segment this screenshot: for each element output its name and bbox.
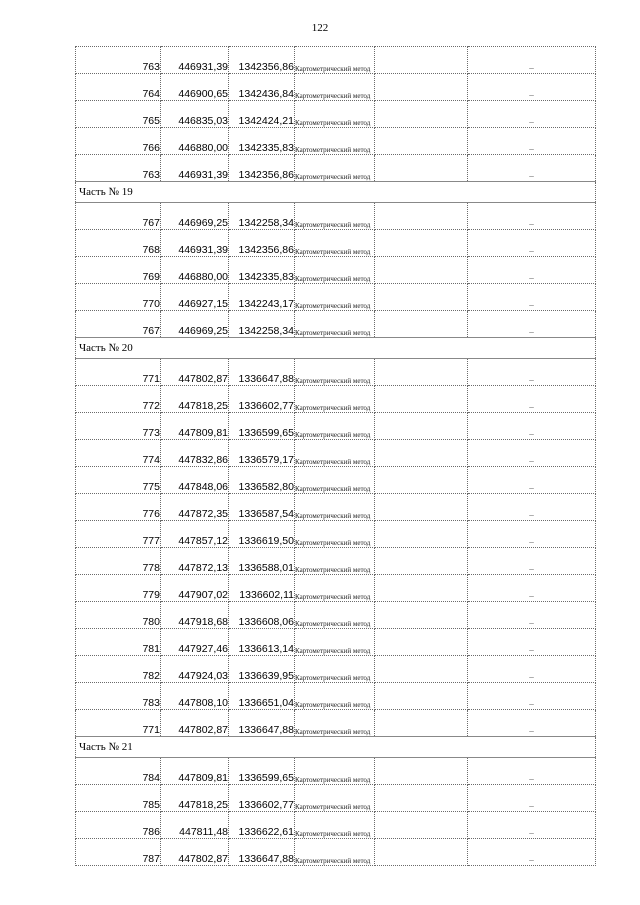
method-cell: Картометрический метод	[295, 758, 375, 785]
empty-cell	[375, 710, 468, 737]
table-row	[76, 101, 596, 128]
empty-cell	[375, 839, 468, 866]
empty-cell	[375, 101, 468, 128]
table-row	[76, 386, 596, 413]
description-cell: –	[468, 548, 596, 575]
coordinate-x: 447809,81	[161, 758, 229, 785]
method-cell: Картометрический метод	[295, 284, 375, 311]
coordinate-x: 446969,25	[161, 311, 229, 338]
method-cell: Картометрический метод	[295, 155, 375, 182]
table-row	[76, 440, 596, 467]
empty-cell	[375, 467, 468, 494]
coordinate-x: 447811,48	[161, 812, 229, 839]
coordinate-y: 1336619,50	[229, 521, 295, 548]
description-cell: –	[468, 758, 596, 785]
section-title: Часть № 21	[76, 737, 596, 758]
table-row	[76, 494, 596, 521]
coordinate-y: 1342356,86	[229, 155, 295, 182]
coordinate-y: 1336651,04	[229, 683, 295, 710]
coordinate-x: 446931,39	[161, 47, 229, 74]
coordinate-x: 446927,15	[161, 284, 229, 311]
description-cell: –	[468, 839, 596, 866]
coordinate-x: 446900,65	[161, 74, 229, 101]
table-row	[76, 575, 596, 602]
coordinates-table-body	[76, 47, 596, 866]
point-number: 778	[76, 548, 161, 575]
point-number: 763	[76, 155, 161, 182]
point-number: 767	[76, 311, 161, 338]
table-row	[76, 812, 596, 839]
method-cell: Картометрический метод	[295, 629, 375, 656]
table-row	[76, 710, 596, 737]
coordinate-x: 447924,03	[161, 656, 229, 683]
empty-cell	[375, 629, 468, 656]
description-cell: –	[468, 101, 596, 128]
point-number: 763	[76, 47, 161, 74]
point-number: 767	[76, 203, 161, 230]
description-cell: –	[468, 47, 596, 74]
coordinate-y: 1342243,17	[229, 284, 295, 311]
table-row	[76, 521, 596, 548]
table-row	[76, 629, 596, 656]
section-title: Часть № 19	[76, 182, 596, 203]
point-number: 768	[76, 230, 161, 257]
point-number: 764	[76, 74, 161, 101]
table-row	[76, 47, 596, 74]
point-number: 784	[76, 758, 161, 785]
method-cell: Картометрический метод	[295, 101, 375, 128]
method-cell: Картометрический метод	[295, 74, 375, 101]
coordinate-x: 447809,81	[161, 413, 229, 440]
method-cell: Картометрический метод	[295, 602, 375, 629]
empty-cell	[375, 311, 468, 338]
coordinate-x: 446969,25	[161, 203, 229, 230]
method-cell: Картометрический метод	[295, 521, 375, 548]
description-cell: –	[468, 203, 596, 230]
coordinate-x: 446931,39	[161, 230, 229, 257]
empty-cell	[375, 203, 468, 230]
table-row	[76, 74, 596, 101]
method-cell: Картометрический метод	[295, 467, 375, 494]
coordinate-y: 1342335,83	[229, 257, 295, 284]
table-row	[76, 758, 596, 785]
table-row	[76, 359, 596, 386]
coordinate-y: 1336599,65	[229, 413, 295, 440]
point-number: 787	[76, 839, 161, 866]
coordinate-x: 447918,68	[161, 602, 229, 629]
method-cell: Картометрический метод	[295, 656, 375, 683]
description-cell: –	[468, 74, 596, 101]
coordinates-table	[75, 46, 596, 866]
coordinate-x: 446880,00	[161, 128, 229, 155]
description-cell: –	[468, 284, 596, 311]
coordinate-y: 1336599,65	[229, 758, 295, 785]
coordinate-y: 1342356,86	[229, 47, 295, 74]
coordinate-x: 447832,86	[161, 440, 229, 467]
coordinate-x: 447857,12	[161, 521, 229, 548]
coordinate-y: 1336579,17	[229, 440, 295, 467]
empty-cell	[375, 257, 468, 284]
point-number: 769	[76, 257, 161, 284]
coordinate-x: 447808,10	[161, 683, 229, 710]
method-cell: Картометрический метод	[295, 494, 375, 521]
empty-cell	[375, 602, 468, 629]
method-cell: Картометрический метод	[295, 548, 375, 575]
method-cell: Картометрический метод	[295, 311, 375, 338]
coordinate-y: 1336602,77	[229, 386, 295, 413]
point-number: 774	[76, 440, 161, 467]
page-number: 122	[311, 22, 329, 34]
description-cell: –	[468, 521, 596, 548]
point-number: 780	[76, 602, 161, 629]
coordinate-y: 1336588,01	[229, 548, 295, 575]
table-row	[76, 284, 596, 311]
empty-cell	[375, 758, 468, 785]
coordinate-y: 1336647,88	[229, 839, 295, 866]
description-cell: –	[468, 155, 596, 182]
coordinate-y: 1336647,88	[229, 710, 295, 737]
empty-cell	[375, 575, 468, 602]
coordinate-y: 1336613,14	[229, 629, 295, 656]
method-cell: Картометрический метод	[295, 386, 375, 413]
point-number: 770	[76, 284, 161, 311]
description-cell: –	[468, 128, 596, 155]
point-number: 781	[76, 629, 161, 656]
point-number: 776	[76, 494, 161, 521]
coordinate-x: 447907,02	[161, 575, 229, 602]
description-cell: –	[468, 710, 596, 737]
method-cell: Картометрический метод	[295, 257, 375, 284]
point-number: 772	[76, 386, 161, 413]
coordinate-x: 447872,35	[161, 494, 229, 521]
table-row	[76, 548, 596, 575]
method-cell: Картометрический метод	[295, 230, 375, 257]
description-cell: –	[468, 311, 596, 338]
point-number: 771	[76, 710, 161, 737]
coordinate-y: 1336647,88	[229, 359, 295, 386]
table-row	[76, 230, 596, 257]
coordinate-x: 447848,06	[161, 467, 229, 494]
table-row	[76, 413, 596, 440]
empty-cell	[375, 155, 468, 182]
coordinate-y: 1336622,61	[229, 812, 295, 839]
method-cell: Картометрический метод	[295, 413, 375, 440]
method-cell: Картометрический метод	[295, 440, 375, 467]
method-cell: Картометрический метод	[295, 683, 375, 710]
table-row	[76, 467, 596, 494]
coordinate-x: 446931,39	[161, 155, 229, 182]
method-cell: Картометрический метод	[295, 359, 375, 386]
description-cell: –	[468, 494, 596, 521]
empty-cell	[375, 413, 468, 440]
description-cell: –	[468, 230, 596, 257]
point-number: 766	[76, 128, 161, 155]
coordinate-y: 1336587,54	[229, 494, 295, 521]
point-number: 782	[76, 656, 161, 683]
point-number: 786	[76, 812, 161, 839]
coordinate-x: 447818,25	[161, 785, 229, 812]
empty-cell	[375, 386, 468, 413]
point-number: 773	[76, 413, 161, 440]
method-cell: Картометрический метод	[295, 710, 375, 737]
method-cell: Картометрический метод	[295, 203, 375, 230]
coordinate-y: 1336582,80	[229, 467, 295, 494]
description-cell: –	[468, 656, 596, 683]
coordinate-x: 447802,87	[161, 359, 229, 386]
description-cell: –	[468, 629, 596, 656]
empty-cell	[375, 656, 468, 683]
point-number: 777	[76, 521, 161, 548]
table-row	[76, 203, 596, 230]
method-cell: Картометрический метод	[295, 47, 375, 74]
empty-cell	[375, 494, 468, 521]
empty-cell	[375, 548, 468, 575]
coordinate-x: 447802,87	[161, 710, 229, 737]
description-cell: –	[468, 575, 596, 602]
table-row	[76, 839, 596, 866]
point-number: 783	[76, 683, 161, 710]
coordinate-y: 1336602,77	[229, 785, 295, 812]
coordinate-x: 447872,13	[161, 548, 229, 575]
description-cell: –	[468, 467, 596, 494]
table-row	[76, 155, 596, 182]
empty-cell	[375, 521, 468, 548]
description-cell: –	[468, 359, 596, 386]
table-row	[76, 785, 596, 812]
empty-cell	[375, 440, 468, 467]
table-row	[76, 257, 596, 284]
section-header-row	[76, 737, 596, 758]
point-number: 775	[76, 467, 161, 494]
point-number: 765	[76, 101, 161, 128]
empty-cell	[375, 230, 468, 257]
coordinate-x: 447927,46	[161, 629, 229, 656]
description-cell: –	[468, 413, 596, 440]
empty-cell	[375, 683, 468, 710]
point-number: 771	[76, 359, 161, 386]
point-number: 779	[76, 575, 161, 602]
section-header-row	[76, 182, 596, 203]
coordinate-y: 1342356,86	[229, 230, 295, 257]
method-cell: Картометрический метод	[295, 839, 375, 866]
description-cell: –	[468, 683, 596, 710]
empty-cell	[375, 785, 468, 812]
table-row	[76, 683, 596, 710]
coordinate-x: 446835,03	[161, 101, 229, 128]
section-header-row	[76, 338, 596, 359]
coordinate-x: 447818,25	[161, 386, 229, 413]
description-cell: –	[468, 440, 596, 467]
method-cell: Картометрический метод	[295, 575, 375, 602]
empty-cell	[375, 128, 468, 155]
method-cell: Картометрический метод	[295, 812, 375, 839]
method-cell: Картометрический метод	[295, 128, 375, 155]
coordinate-y: 1342335,83	[229, 128, 295, 155]
description-cell: –	[468, 257, 596, 284]
coordinate-x: 447802,87	[161, 839, 229, 866]
description-cell: –	[468, 602, 596, 629]
section-title: Часть № 20	[76, 338, 596, 359]
coordinate-x: 446880,00	[161, 257, 229, 284]
coordinate-y: 1342424,21	[229, 101, 295, 128]
empty-cell	[375, 74, 468, 101]
table-row	[76, 128, 596, 155]
description-cell: –	[468, 812, 596, 839]
empty-cell	[375, 47, 468, 74]
coordinate-y: 1342258,34	[229, 311, 295, 338]
coordinate-y: 1336608,06	[229, 602, 295, 629]
table-row	[76, 656, 596, 683]
method-cell: Картометрический метод	[295, 785, 375, 812]
coordinate-y: 1336639,95	[229, 656, 295, 683]
empty-cell	[375, 359, 468, 386]
coordinate-y: 1336602,11	[229, 575, 295, 602]
coordinate-y: 1342258,34	[229, 203, 295, 230]
point-number: 785	[76, 785, 161, 812]
table-row	[76, 311, 596, 338]
empty-cell	[375, 812, 468, 839]
coordinate-y: 1342436,84	[229, 74, 295, 101]
table-row	[76, 602, 596, 629]
description-cell: –	[468, 386, 596, 413]
description-cell: –	[468, 785, 596, 812]
empty-cell	[375, 284, 468, 311]
